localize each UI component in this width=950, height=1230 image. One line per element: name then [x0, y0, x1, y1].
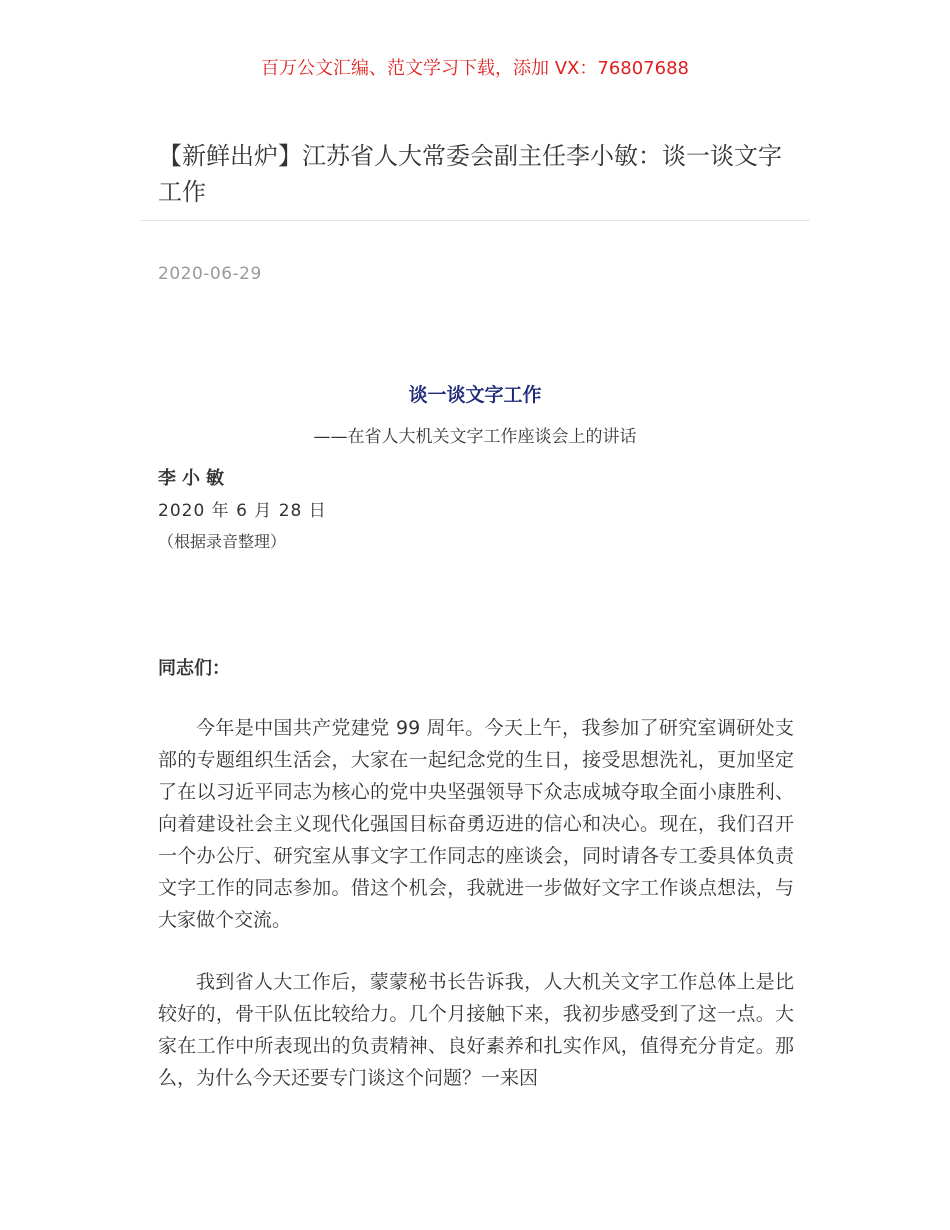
speech-author: 李小敏 — [158, 468, 230, 489]
speech-date: 2020 年 6 月 28 日 — [158, 501, 327, 521]
speech-subtitle: ——在省人大机关文字工作座谈会上的讲话 — [313, 427, 637, 447]
body-paragraph: 我到省人大工作后，蒙蒙秘书长告诉我，人大机关文字工作总体上是比较好的，骨干队伍比较给力。几个月接触下来，我初步感受到了这一点。大家在工作中所表现出的负责精神、良好素养和扎实作风，值得充分肯定。那么，为什么今天还要专门谈这个问题？一来因 — [158, 971, 794, 1089]
publish-date: 2020-06-29 — [158, 264, 262, 284]
title-divider — [140, 220, 810, 221]
transcription-note: （根据录音整理） — [158, 532, 287, 551]
salutation: 同志们： — [158, 658, 230, 679]
promo-banner: 百万公文汇编、范文学习下载，添加 VX：76807688 — [261, 58, 689, 79]
body-paragraph: 今年是中国共产党建党 99 周年。今天上午，我参加了研究室调研处支部的专题组织生活会，大家在一起纪念党的生日，接受思想洗礼，更加坚定了在以习近平同志为核心的党中央坚强领导下众志成城夺取全面小康胜利、向着建设社会主义现代化强国目标奋勇迈进的信心和决心。现在，我们召开一个办公厅、研究室从事文字工作同志的座谈会，同时请各专工委具体负责文字工作的同志参加。借这个机会，我就进一步做好文字工作谈点想法，与大家做个交流。 — [158, 717, 794, 931]
speech-title: 谈一谈文字工作 — [408, 384, 542, 406]
article-title: 【新鲜出炉】江苏省人大常委会副主任李小敏：谈一谈文字工作 — [158, 142, 782, 206]
